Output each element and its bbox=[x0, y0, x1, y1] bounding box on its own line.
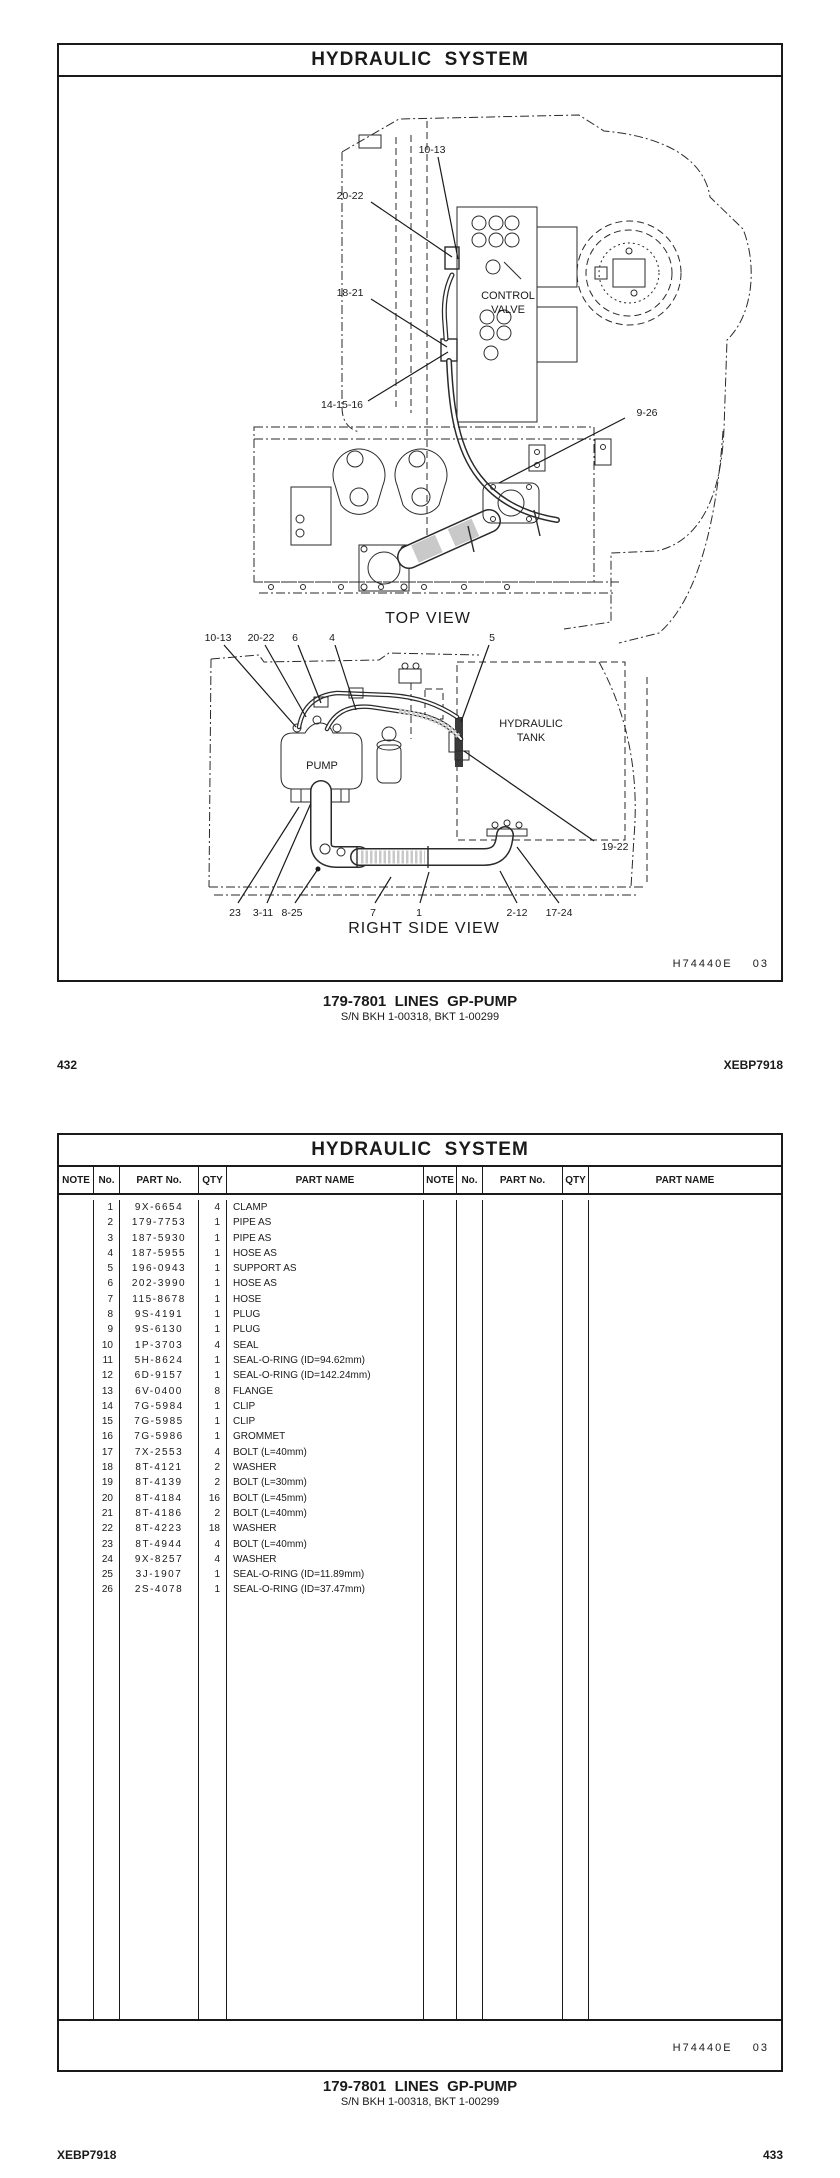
diagram-area bbox=[59, 77, 781, 980]
table-row bbox=[59, 1200, 781, 1215]
callout-23: 23 bbox=[229, 907, 241, 919]
cell-note bbox=[59, 1276, 93, 1291]
cell-qty: 1 bbox=[198, 1246, 226, 1261]
cell-qty: 1 bbox=[198, 1322, 226, 1337]
cell-part-number: 8T-4184 bbox=[119, 1491, 198, 1506]
header-name: PART NAME bbox=[588, 1167, 781, 1193]
leader-line bbox=[298, 645, 321, 703]
leader-line bbox=[368, 352, 448, 401]
side-outline bbox=[211, 653, 479, 662]
cell-no: 17 bbox=[93, 1445, 119, 1460]
table-row bbox=[59, 1414, 781, 1429]
table-row bbox=[59, 1261, 781, 1276]
cell-qty: 4 bbox=[198, 1552, 226, 1567]
cell-part-name: PIPE AS bbox=[226, 1231, 423, 1246]
suction-line bbox=[320, 791, 527, 868]
cell-part-number: 202-3990 bbox=[119, 1276, 198, 1291]
cell-note bbox=[59, 1445, 93, 1460]
cell-no: 1 bbox=[93, 1200, 119, 1215]
callout-8-25: 8-25 bbox=[281, 907, 303, 919]
cell-part-name: CLIP bbox=[226, 1399, 423, 1414]
cell-part-number: 179-7753 bbox=[119, 1215, 198, 1230]
table-row bbox=[59, 1384, 781, 1399]
cell-qty: 1 bbox=[198, 1429, 226, 1444]
cell-part-name: BOLT (L=40mm) bbox=[226, 1445, 423, 1460]
table-row bbox=[59, 1231, 781, 1246]
cell-part-name: HOSE AS bbox=[226, 1246, 423, 1261]
cell-qty: 16 bbox=[198, 1491, 226, 1506]
callout-14-15-16: 14-15-16 bbox=[320, 399, 364, 411]
page-title: HYDRAULIC SYSTEM bbox=[59, 45, 781, 77]
cell-note bbox=[59, 1231, 93, 1246]
cell-qty: 4 bbox=[198, 1537, 226, 1552]
cell-note bbox=[59, 1582, 93, 1597]
cell-part-name: SEAL-O-RING (ID=11.89mm) bbox=[226, 1567, 423, 1582]
table-row bbox=[59, 1552, 781, 1567]
cell-part-number: 9S-4191 bbox=[119, 1307, 198, 1322]
header-part: PART No. bbox=[482, 1167, 562, 1193]
header-qty: QTY bbox=[562, 1167, 588, 1193]
hydraulic-lines-diagram bbox=[59, 77, 781, 980]
callout-20-22: 20-22 bbox=[247, 632, 275, 644]
diagram-page bbox=[57, 43, 783, 982]
cell-part-number: 6D-9157 bbox=[119, 1368, 198, 1383]
page1-caption bbox=[57, 993, 783, 1023]
cell-part-number: 5H-8624 bbox=[119, 1353, 198, 1368]
callout-18-21: 18-21 bbox=[336, 287, 364, 299]
swing-bearing bbox=[577, 221, 681, 325]
cell-no: 21 bbox=[93, 1506, 119, 1521]
cell-no: 7 bbox=[93, 1292, 119, 1307]
leader-line bbox=[265, 645, 306, 717]
figure-title: 179-7801 LINES GP-PUMP bbox=[322, 2078, 518, 2095]
cell-note bbox=[59, 1552, 93, 1567]
suction-pipe bbox=[409, 483, 540, 557]
cell-qty: 8 bbox=[198, 1384, 226, 1399]
cell-note bbox=[59, 1414, 93, 1429]
cell-note bbox=[59, 1475, 93, 1490]
cell-note bbox=[59, 1460, 93, 1475]
header-part: PART No. bbox=[119, 1167, 198, 1193]
page2-page-number: 433 bbox=[762, 2148, 783, 2162]
page1-doc-code: XEBP7918 bbox=[723, 1058, 783, 1072]
cell-part-name: CLAMP bbox=[226, 1200, 423, 1215]
hose-main bbox=[449, 361, 557, 520]
header-no: No. bbox=[456, 1167, 482, 1193]
cell-no: 12 bbox=[93, 1368, 119, 1383]
cell-part-name: SEAL-O-RING (ID=37.47mm) bbox=[226, 1582, 423, 1597]
cell-no: 16 bbox=[93, 1429, 119, 1444]
cell-no: 23 bbox=[93, 1537, 119, 1552]
cell-no: 25 bbox=[93, 1567, 119, 1582]
leader-line bbox=[238, 807, 299, 903]
cell-qty: 1 bbox=[198, 1399, 226, 1414]
leader-line bbox=[438, 157, 458, 259]
table-row bbox=[59, 1246, 781, 1261]
cell-part-number: 9X-6654 bbox=[119, 1200, 198, 1215]
table-row bbox=[59, 1460, 781, 1475]
cell-part-name: WASHER bbox=[226, 1521, 423, 1536]
cell-no: 6 bbox=[93, 1276, 119, 1291]
table-row bbox=[59, 1475, 781, 1490]
header-note: NOTE bbox=[62, 1174, 90, 1186]
callout-4: 4 bbox=[329, 632, 335, 644]
cell-part-number: 6V-0400 bbox=[119, 1384, 198, 1399]
cell-note bbox=[59, 1399, 93, 1414]
cell-no: 15 bbox=[93, 1414, 119, 1429]
table-row bbox=[59, 1445, 781, 1460]
callout-9-26: 9-26 bbox=[636, 407, 658, 419]
callout-10-13: 10-13 bbox=[204, 632, 232, 644]
cell-part-number: 187-5930 bbox=[119, 1231, 198, 1246]
cell-part-name: HOSE AS bbox=[226, 1276, 423, 1291]
right-side-view-figure bbox=[205, 632, 647, 937]
top-view-caption: TOP VIEW bbox=[385, 610, 471, 627]
cell-note bbox=[59, 1384, 93, 1399]
cell-no: 24 bbox=[93, 1552, 119, 1567]
tank-label-line1: HYDRAULIC bbox=[499, 718, 563, 730]
cell-part-name: BOLT (L=30mm) bbox=[226, 1475, 423, 1490]
header-name: PART NAME bbox=[226, 1167, 423, 1193]
cell-part-name: BOLT (L=40mm) bbox=[226, 1537, 423, 1552]
callout-19-22: 19-22 bbox=[601, 841, 629, 853]
header-note: NOTE bbox=[423, 1167, 456, 1193]
page-bottom-strip bbox=[59, 2021, 781, 2068]
cell-note bbox=[59, 1353, 93, 1368]
cell-qty: 2 bbox=[198, 1475, 226, 1490]
cell-note bbox=[59, 1368, 93, 1383]
cell-note bbox=[59, 1506, 93, 1521]
table-row bbox=[59, 1537, 781, 1552]
top-view-figure bbox=[254, 115, 751, 643]
cell-qty: 1 bbox=[198, 1307, 226, 1322]
cell-note bbox=[59, 1261, 93, 1276]
cell-note bbox=[59, 1429, 93, 1444]
filter bbox=[377, 745, 401, 783]
cell-part-name: GROMMET bbox=[226, 1429, 423, 1444]
header-qty: QTY bbox=[198, 1167, 226, 1193]
header-no: No. bbox=[93, 1167, 119, 1193]
leader-line bbox=[464, 751, 594, 841]
callout-2-12: 2-12 bbox=[506, 907, 528, 919]
cell-note bbox=[59, 1215, 93, 1230]
cell-no: 18 bbox=[93, 1460, 119, 1475]
cell-qty: 4 bbox=[198, 1200, 226, 1215]
leader-line bbox=[267, 803, 311, 903]
cell-no: 5 bbox=[93, 1261, 119, 1276]
lower-hose-flange bbox=[441, 339, 457, 361]
callout-6: 6 bbox=[292, 632, 298, 644]
cell-no: 20 bbox=[93, 1491, 119, 1506]
table-row bbox=[59, 1368, 781, 1383]
cell-part-number: 8T-4139 bbox=[119, 1475, 198, 1490]
cell-no: 2 bbox=[93, 1215, 119, 1230]
cell-no: 10 bbox=[93, 1338, 119, 1353]
table-row bbox=[59, 1582, 781, 1597]
table-row bbox=[59, 1322, 781, 1337]
cell-part-number: 115-8678 bbox=[119, 1292, 198, 1307]
leader-line bbox=[461, 645, 489, 722]
cell-part-number: 3J-1907 bbox=[119, 1567, 198, 1582]
callout-7: 7 bbox=[370, 907, 376, 919]
cell-part-name: SUPPORT AS bbox=[226, 1261, 423, 1276]
callout-10-13: 10-13 bbox=[418, 144, 446, 156]
cell-part-name: HOSE bbox=[226, 1292, 423, 1307]
cell-part-name: PIPE AS bbox=[226, 1215, 423, 1230]
cell-part-number: 196-0943 bbox=[119, 1261, 198, 1276]
cell-part-name: SEAL bbox=[226, 1338, 423, 1353]
cell-part-number: 9X-8257 bbox=[119, 1552, 198, 1567]
table-row bbox=[59, 1292, 781, 1307]
cell-no: 19 bbox=[93, 1475, 119, 1490]
cell-no: 26 bbox=[93, 1582, 119, 1597]
cell-part-number: 187-5955 bbox=[119, 1246, 198, 1261]
pump-bay bbox=[254, 427, 723, 643]
tank-label-line2: TANK bbox=[516, 732, 546, 744]
table-row bbox=[59, 1307, 781, 1322]
parts-table-page bbox=[57, 1133, 783, 2072]
cell-part-name: CLIP bbox=[226, 1414, 423, 1429]
cell-note bbox=[59, 1491, 93, 1506]
cell-part-number: 7X-2553 bbox=[119, 1445, 198, 1460]
cell-part-name: BOLT (L=45mm) bbox=[226, 1491, 423, 1506]
cell-qty: 4 bbox=[198, 1445, 226, 1460]
cell-part-number: 9S-6130 bbox=[119, 1322, 198, 1337]
cell-part-number: 8T-4944 bbox=[119, 1537, 198, 1552]
table-row bbox=[59, 1491, 781, 1506]
cell-part-name: SEAL-O-RING (ID=142.24mm) bbox=[226, 1368, 423, 1383]
callout-1: 1 bbox=[416, 907, 422, 919]
table-row bbox=[59, 1353, 781, 1368]
cell-no: 22 bbox=[93, 1521, 119, 1536]
cell-part-number: 1P-3703 bbox=[119, 1338, 198, 1353]
cell-qty: 18 bbox=[198, 1521, 226, 1536]
right-side-view-caption: RIGHT SIDE VIEW bbox=[348, 920, 500, 937]
table-row bbox=[59, 1429, 781, 1444]
cell-part-number: 8T-4186 bbox=[119, 1506, 198, 1521]
cell-qty: 1 bbox=[198, 1231, 226, 1246]
leader-line bbox=[295, 869, 318, 903]
cell-part-name: PLUG bbox=[226, 1322, 423, 1337]
cell-qty: 4 bbox=[198, 1338, 226, 1353]
cell-part-number: 2S-4078 bbox=[119, 1582, 198, 1597]
cell-part-number: 7G-5984 bbox=[119, 1399, 198, 1414]
hydraulic-tank bbox=[457, 662, 625, 840]
leader-line bbox=[224, 645, 296, 727]
parts-rows bbox=[59, 1195, 781, 1598]
cell-no: 13 bbox=[93, 1384, 119, 1399]
cell-note bbox=[59, 1521, 93, 1536]
cell-no: 8 bbox=[93, 1307, 119, 1322]
cell-note bbox=[59, 1322, 93, 1337]
cell-qty: 1 bbox=[198, 1582, 226, 1597]
figure-code: H74440E 03 bbox=[672, 2042, 769, 2054]
table-row bbox=[59, 1567, 781, 1582]
cell-part-name: FLANGE bbox=[226, 1384, 423, 1399]
pump-label: PUMP bbox=[306, 760, 338, 772]
table-row bbox=[59, 1399, 781, 1414]
leader-line bbox=[375, 877, 391, 903]
cell-part-number: 8T-4223 bbox=[119, 1521, 198, 1536]
cell-qty: 1 bbox=[198, 1368, 226, 1383]
table-empty-area bbox=[59, 1598, 781, 2019]
cell-no: 3 bbox=[93, 1231, 119, 1246]
cell-qty: 1 bbox=[198, 1353, 226, 1368]
table-row bbox=[59, 1506, 781, 1521]
cell-note bbox=[59, 1246, 93, 1261]
leader-line bbox=[371, 299, 447, 347]
serial-range: S/N BKH 1-00318, BKT 1-00299 bbox=[340, 1011, 500, 1023]
cell-note bbox=[59, 1537, 93, 1552]
cell-part-name: WASHER bbox=[226, 1460, 423, 1475]
cell-part-number: 8T-4121 bbox=[119, 1460, 198, 1475]
cell-note bbox=[59, 1292, 93, 1307]
cell-no: 14 bbox=[93, 1399, 119, 1414]
cell-note bbox=[59, 1567, 93, 1582]
table-header-row bbox=[59, 1167, 781, 1195]
table-row bbox=[59, 1521, 781, 1536]
cell-note bbox=[59, 1200, 93, 1215]
table-row bbox=[59, 1276, 781, 1291]
leader-line bbox=[335, 645, 356, 710]
leader-line bbox=[499, 418, 625, 483]
page2-caption bbox=[57, 2078, 783, 2108]
control-valve-label-line1: CONTROL bbox=[481, 290, 535, 302]
serial-range: S/N BKH 1-00318, BKT 1-00299 bbox=[340, 2096, 500, 2108]
callout-5: 5 bbox=[489, 632, 495, 644]
figure-code: H74440E 03 bbox=[672, 958, 769, 970]
cell-part-name: WASHER bbox=[226, 1552, 423, 1567]
callout-20-22: 20-22 bbox=[336, 190, 364, 202]
cell-qty: 2 bbox=[198, 1506, 226, 1521]
figure-title: 179-7801 LINES GP-PUMP bbox=[322, 993, 518, 1010]
cell-part-name: BOLT (L=40mm) bbox=[226, 1506, 423, 1521]
cell-no: 11 bbox=[93, 1353, 119, 1368]
cell-qty: 1 bbox=[198, 1215, 226, 1230]
cell-qty: 1 bbox=[198, 1261, 226, 1276]
cell-note bbox=[59, 1307, 93, 1322]
cell-part-number: 7G-5986 bbox=[119, 1429, 198, 1444]
cell-note bbox=[59, 1338, 93, 1353]
cell-no: 4 bbox=[93, 1246, 119, 1261]
cell-part-name: PLUG bbox=[226, 1307, 423, 1322]
page-title: HYDRAULIC SYSTEM bbox=[59, 1135, 781, 1167]
control-valve-label-line2: VALVE bbox=[491, 304, 525, 316]
cell-qty: 1 bbox=[198, 1414, 226, 1429]
cell-qty: 1 bbox=[198, 1276, 226, 1291]
table-row bbox=[59, 1215, 781, 1230]
cell-part-name: SEAL-O-RING (ID=94.62mm) bbox=[226, 1353, 423, 1368]
callout-17-24: 17-24 bbox=[545, 907, 573, 919]
page1-page-number: 432 bbox=[57, 1058, 78, 1072]
page2-doc-code: XEBP7918 bbox=[57, 2148, 117, 2162]
cell-qty: 1 bbox=[198, 1292, 226, 1307]
table-row bbox=[59, 1338, 781, 1353]
table-body bbox=[59, 1195, 781, 2021]
cell-no: 9 bbox=[93, 1322, 119, 1337]
cell-part-number: 7G-5985 bbox=[119, 1414, 198, 1429]
cell-qty: 2 bbox=[198, 1460, 226, 1475]
cell-qty: 1 bbox=[198, 1567, 226, 1582]
callout-3-11: 3-11 bbox=[252, 907, 274, 919]
